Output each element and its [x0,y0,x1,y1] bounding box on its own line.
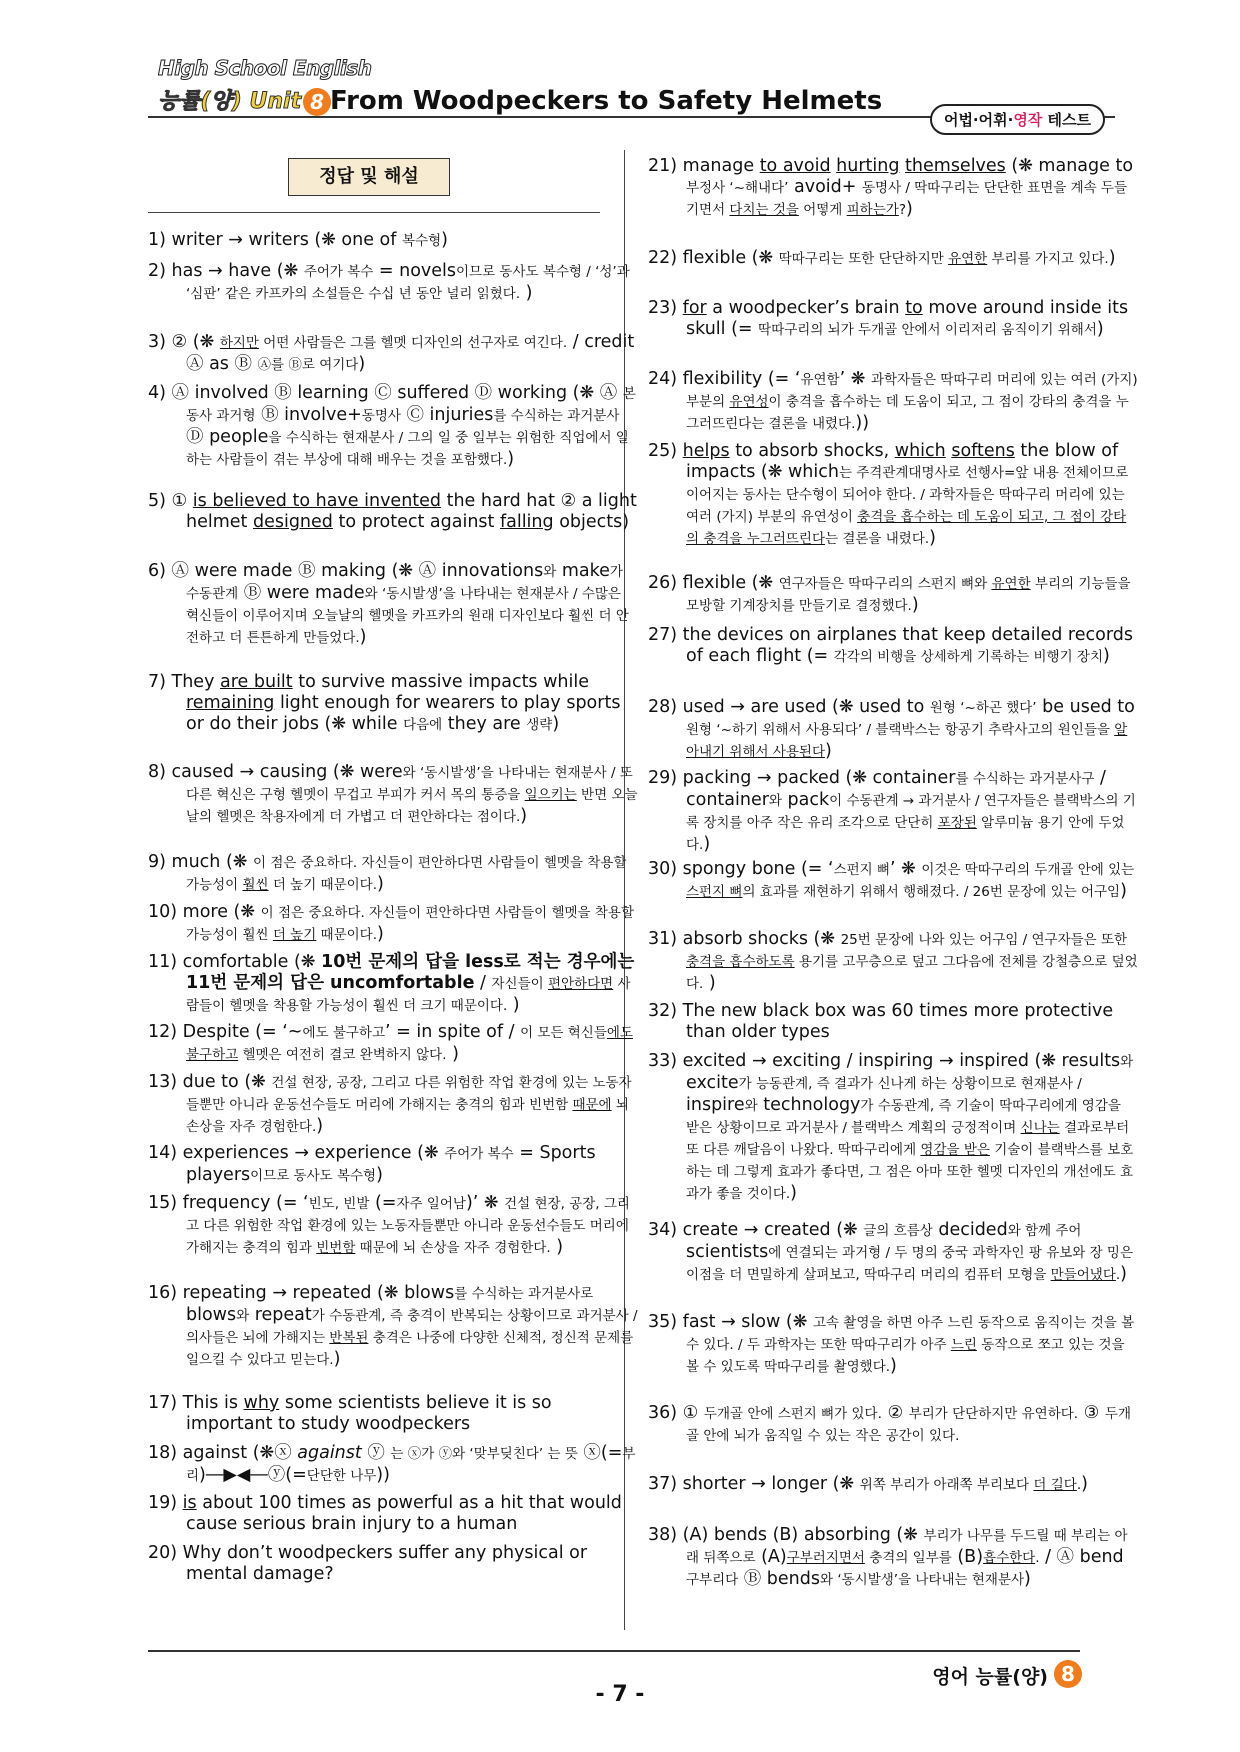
answer-32: 32) The new black box was 60 times more protective than older types [648,1001,1114,1042]
answer-9: 9) much (❋ 이 점은 중요하다. 자신들이 편안하다면 사람들이 헬멧을 착용할 가능성이 훨씬 더 높기 때문이다.) [148,852,627,894]
answer-27: 27) the devices on airplanes that keep detailed records of each flight (= 각각의 비행을 상세하게 기록하는 비행기 장치) [648,625,1133,666]
answer-12: 12) Despite (= ‘~에도 불구하고’ = in spite of / 이 모든 혁신들에도 불구하고 헬멧은 여전히 결코 완벽하지 않다. ) [148,1022,633,1064]
brand-line1: High School English [158,56,372,80]
answer-10: 10) more (❋ 이 점은 중요하다. 자신들이 편안하다면 사람들이 헬멧을 착용할 가능성이 훨씬 더 높기 때문이다.) [148,902,635,944]
footer-label: 영어 능률(양) [932,1666,1048,1688]
page-number: - 7 - [595,1682,645,1707]
footer-rule [148,1650,1080,1652]
answer-22: 22) flexible (❋ 딱따구리는 또한 단단하지만 유연한 부리를 가지고 있다.) [648,248,1116,268]
answer-17: 17) This is why some scientists believe it is so important to study woodpeckers [148,1393,552,1434]
section-rule [148,212,600,213]
answer-31: 31) absorb shocks (❋ 25번 문장에 나와 있는 어구임 / 연구자들은 또한 충격을 흡수하도록 용기를 고무층으로 덮고 그다음에 전체를 강철층으로 덮었다. ) [648,929,1138,993]
answer-20: 20) Why don’t woodpeckers suffer any physical or mental damage? [148,1543,588,1584]
answer-29: 29) packing → packed (❋ container를 수식하는 과거분사구 / container와 pack이 수동관계 → 과거분사 / 연구자들은 블랙박스의 기록 장치를 아주 작은 유리 조각으로 단단히 포장된 알루미늄 용기 안에 두었다.) [648,768,1136,854]
test-type-badge [930,104,1105,135]
brand-text: 능률(양) Unit [158,89,302,114]
answer-21: 21) manage to avoid hurting themselves (❋ manage to 부정사 ‘~해내다’ avoid+ 동명사 / 딱따구리는 단단한 표면을 계속 두들기면서 다치는 것을 어떻게 피하는가?) [648,156,1134,219]
answer-24: 24) flexibility (= ‘유연함’ ❋ 과학자들은 딱따구리 머리에 있는 여러 (가지) 부분의 유연성이 충격을 흡수하는 데 도움이 되고, 그 점이 강타의 충격을 누그러뜨린다는 결론을 내렸다.)) [648,369,1138,433]
answer-4: 4) Ⓐ involved Ⓑ learning Ⓒ suffered Ⓓ working (❋ Ⓐ 본동사 과거형 Ⓑ involve+동명사 Ⓒ injuries를 수식하는 과거분사 Ⓓ people을 수식하는 현재분사 / 그의 일 중 일부는 위험한 직업에서 일하는 사람들이 겪는 부상에 대해 배우는 것을 포함했다.) [148,383,636,469]
answer-2: 2) has → have (❋ 주어가 복수 = novels이므로 동사도 복수형 / ‘성’과 ‘심판’ 같은 카프카의 소설들은 수십 년 동안 널리 읽혔다. ) [148,261,630,303]
answer-16: 16) repeating → repeated (❋ blows를 수식하는 과거분사로 blows와 repeat가 수동관계, 즉 충격이 반복되는 상황이므로 과거분사 / 의사들은 뇌에 가해지는 반복된 충격은 나중에 다양한 신체적, 정신적 문제를 일으킬 수 있다고 믿는다.) [148,1283,638,1369]
answer-14: 14) experiences → experience (❋ 주어가 복수 = Sports players이므로 동사도 복수형) [148,1143,596,1185]
answer-26: 26) flexible (❋ 연구자들은 딱따구리의 스펀지 뼈와 유연한 부리의 기능들을 모방할 기계장치를 만들기로 결정했다.) [648,573,1131,615]
answer-5: 5) ① is believed to have invented the hard hat ② a light helmet designed to protect against falling objects) [148,491,637,532]
brand-line2 [158,84,331,116]
answer-19: 19) is about 100 times as powerful as a hit that would cause serious brain injury to a human [148,1493,622,1534]
answer-8: 8) caused → causing (❋ were와 ‘동시발생’을 나타내는 현재분사 / 또 다른 혁신은 구형 헬멧이 무겁고 부피가 커서 목의 통증을 일으키는 반면 오늘날의 헬멧은 착용자에게 더 가볍고 더 편안하다는 점이다.) [148,762,638,826]
answer-23: 23) for a woodpecker’s brain to move around inside its skull (= 딱따구리의 뇌가 두개골 안에서 이리저리 움직이기 위해서) [648,298,1129,339]
answer-6: 6) Ⓐ were made Ⓑ making (❋ Ⓐ innovations와 make가 수동관계 Ⓑ were made와 ‘동시발생’을 나타내는 현재분사 / 수많은 혁신들이 이루어지며 오늘날의 헬멧을 카프카의 원래 디자인보다 훨씬 더 안전하고 더 튼튼하게 만들었다.) [148,561,629,647]
answer-30: 30) spongy bone (= ‘스펀지 뼈’ ❋ 이것은 딱따구리의 두개골 안에 있는 스펀지 뼈의 효과를 재현하기 위해서 행해졌다. / 26번 문장에 있는 어구임) [648,859,1135,901]
answer-1: 1) writer → writers (❋ one of 복수형) [148,230,448,250]
unit-number-badge: 8 [303,88,331,116]
answer-36: 36) ① 두개골 안에 스펀지 뼈가 있다. ② 부리가 단단하지만 유연하다. ③ 두개골 안에 뇌가 움직일 수 있는 작은 공간이 있다. [648,1403,1131,1444]
unit-title: From Woodpeckers to Safety Helmets [330,86,883,116]
answer-18: 18) against (❋ⓧ against ⓨ 는 ⓧ가 ⓨ와 ‘맞부딪친다’ 는 뜻 ⓧ(=부리)―▶◀―ⓨ(=단단한 나무)) [148,1443,636,1485]
answer-15: 15) frequency (= ‘빈도, 빈발 (=자주 일어남)’ ❋ 건설 현장, 공장, 그리고 다른 위험한 작업 환경에 있는 노동자들뿐만 아니라 운동선수들도 머리에 가해지는 충격의 힘과 빈번함 때문에 뇌 손상을 자주 경험한다. ) [148,1193,630,1257]
test-prefix: 어법·어휘· [943,111,1014,129]
answer-7: 7) They are built to survive massive impacts while remaining light enough for wearers to play sports or do their jobs (❋ while 다음에 they are 생략) [148,672,621,734]
answer-13: 13) due to (❋ 건설 현장, 공장, 그리고 다른 위험한 작업 환경에 있는 노동자들뿐만 아니라 운동선수들도 머리에 가해지는 충격의 힘과 빈번함 때문에 뇌 손상을 자주 경험한다.) [148,1072,632,1136]
test-accent: 영작 [1013,111,1043,129]
footer-unit-badge: 8 [1054,1660,1082,1688]
answer-34: 34) create → created (❋ 글의 흐름상 decided와 함께 주어 scientists에 연결되는 과거형 / 두 명의 중국 과학자인 팡 유보와 장 밍은 이점을 더 면밀하게 살펴보고, 딱따구리 머리의 컴퓨터 모형을 만들어냈다.) [648,1220,1134,1284]
answer-35: 35) fast → slow (❋ 고속 촬영을 하면 아주 느린 동작으로 움직이는 것을 볼 수 있다. / 두 과학자는 또한 딱따구리가 아주 느린 동작으로 쪼고 있는 것을 볼 수 있도록 딱따구리를 촬영했다.) [648,1312,1135,1376]
answer-28: 28) used → are used (❋ used to 원형 ‘~하곤 했다’ be used to 원형 ‘~하기 위해서 사용되다’ / 블랙박스는 항공기 추락사고의 원인들을 알아내기 위해서 사용된다) [648,697,1135,761]
answer-11: 11) comfortable (❋ 10번 문제의 답을 less로 적는 경우에는 11번 문제의 답은 uncomfortable / 자신들이 편안하다면 사람들이 헬멧을 착용할 가능성이 훨씬 더 크기 때문이다. ) [148,952,635,1015]
answer-37: 37) shorter → longer (❋ 위쪽 부리가 아래쪽 부리보다 더 길다.) [648,1474,1088,1494]
answer-33: 33) excited → exciting / inspiring → inspired (❋ results와 excite가 능동관계, 즉 결과가 신나게 하는 상황이므로 현재분사 / inspire와 technology가 수동관계, 즉 기술이 딱따구리에게 영감을 받은 상황이므로 과거분사 / 블랙박스 계획의 긍정적이며 신나는 결과로부터 또 다른 깨달음이 나왔다. 딱따구리에게 영감을 받은 기술이 블랙박스를 보호하는 데 그렇게 효과가 좋다면, 그 점은 아마 또한 헬멧 디자인의 개선에도 효과가 좋을 것이다.) [648,1051,1134,1203]
answer-38: 38) (A) bends (B) absorbing (❋ 부리가 나무를 두드릴 때 부리는 아래 뒤쪽으로 (A)구부러지면서 충격의 일부를 (B)흡수한다. / Ⓐ bend 구부리다 Ⓑ bends와 ‘동시발생’을 나타내는 현재분사) [648,1525,1128,1589]
section-title: 정답 및 해설 [288,158,450,196]
test-suffix: 테스트 [1042,111,1091,129]
answer-25: 25) helps to absorb shocks, which softens the blow of impacts (❋ which는 주격관계대명사로 선행사=앞 내용 전체이므로 이어지는 동사는 단수형이 되어야 한다. / 과학자들은 딱따구리 머리에 있는 여러 (가지) 부분의 유연성이 충격을 흡수하는 데 도움이 되고, 그 점이 강타의 충격을 누그러뜨린다는 결론을 내렸다.) [648,441,1129,548]
answer-3: 3) ② (❋ 하지만 어떤 사람들은 그를 헬멧 디자인의 선구자로 여긴다. / credit Ⓐ as Ⓑ Ⓐ를 Ⓑ로 여기다) [148,332,635,374]
